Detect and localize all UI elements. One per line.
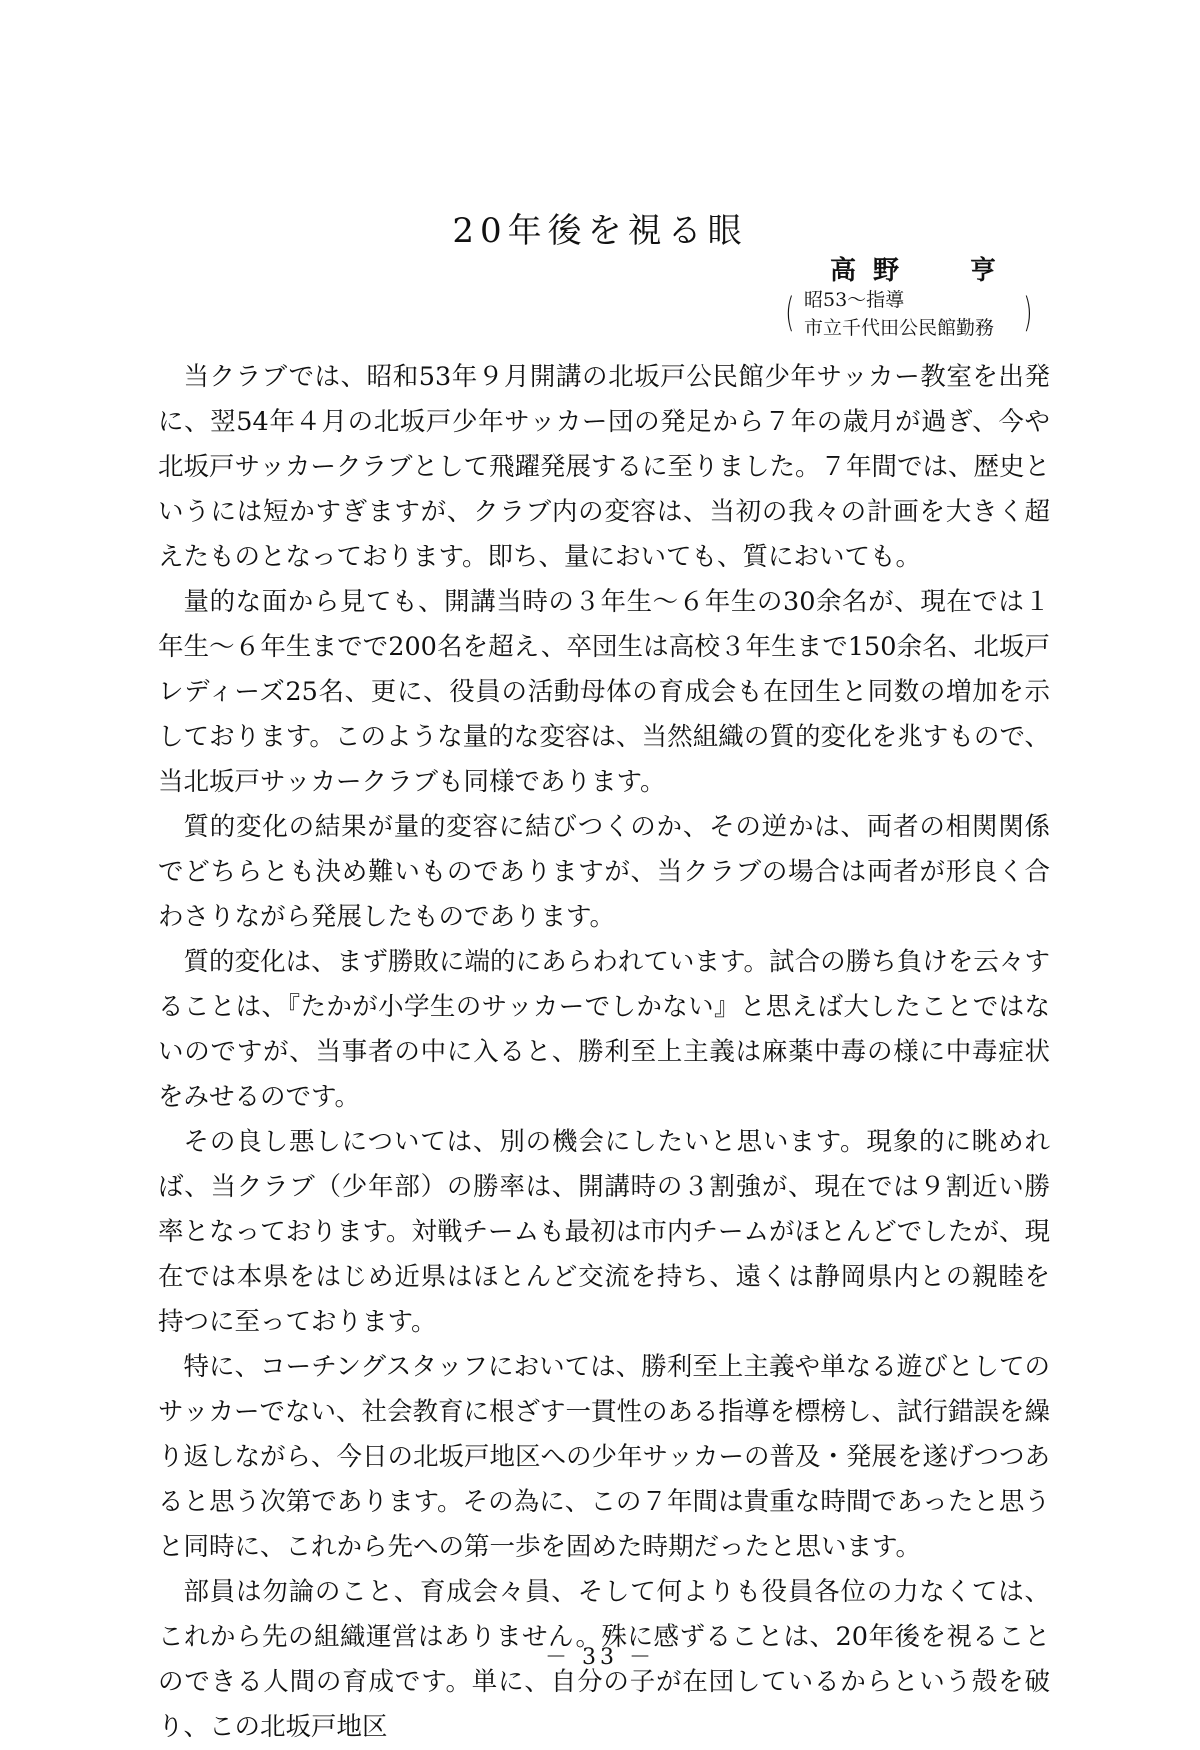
paragraph: 質的変化の結果が量的変容に結びつくのか、その逆かは、両者の相関関係でどちらとも決め難いものでありますが、当クラブの場合は両者が形良く合わさりながら発展したものであります。 — [158, 812, 1050, 932]
article-body — [158, 355, 1050, 1750]
page-number: － 33 － — [545, 1645, 655, 1670]
paragraph: 量的な面から見ても、開講当時の３年生～６年生の30余名が、現在では１年生～６年生までで200名を超え、卒団生は高校３年生まで150余名、北坂戸レディーズ25名、更に、役員の活動母体の育成会も在団生と同数の増加を示しております。このような量的な変容は、当然組織の質的変化を兆すもので、当北坂戸サッカークラブも同様であります。 — [158, 587, 1050, 797]
paragraph: 特に、コーチングスタッフにおいては、勝利至上主義や単なる遊びとしてのサッカーでない、社会教育に根ざす一貫性のある指導を標榜し、試行錯誤を繰り返しながら、今日の北坂戸地区への少年サッカーの普及・発展を遂げつつあると思う次第であります。その為に、この７年間は貴重な時間であったと思うと同時に、これから先への第一歩を固めた時期だったと思います。 — [158, 1352, 1050, 1562]
article-title: 20年後を視る眼 — [452, 210, 748, 251]
author-note-paren-right: ) — [1023, 290, 1033, 336]
author-note-paren-left: ( — [785, 290, 795, 336]
author-name — [830, 250, 1010, 287]
author-note-line-1: 昭53～指導 — [804, 289, 905, 311]
author-given-name: 亨 — [970, 256, 1001, 286]
paragraph: 質的変化は、まず勝敗に端的にあらわれています。試合の勝ち負けを云々することは、『たかが小学生のサッカーでしかない』と思えば大したことではないのですが、当事者の中に入ると、勝利至上主義は麻薬中毒の様に中毒症状をみせるのです。 — [158, 947, 1050, 1112]
author-note-line-2: 市立千代田公民館勤務 — [804, 317, 995, 339]
paragraph: 当クラブでは、昭和53年９月開講の北坂戸公民館少年サッカー教室を出発に、翌54年４月の北坂戸少年サッカー団の発足から７年の歳月が過ぎ、今や北坂戸サッカークラブとして飛躍発展するに至りました。７年間では、歴史というには短かすぎますが、クラブ内の変容は、当初の我々の計画を大きく超えたものとなっております。即ち、量においても、質においても。 — [158, 362, 1050, 572]
author-family-name: 高 野 — [830, 256, 904, 286]
paragraph: 部員は勿論のこと、育成会々員、そして何よりも役員各位の力なくては、これから先の組織運営はありません。殊に感ずることは、20年後を視ることのできる人間の育成です。単に、自分の子が在団しているからという殻を破り、この北坂戸地区 — [158, 1577, 1050, 1742]
paragraph: その良し悪しについては、別の機会にしたいと思います。現象的に眺めれば、当クラブ（少年部）の勝率は、開講時の３割強が、現在では９割近い勝率となっております。対戦チームも最初は市内チームがほとんどでしたが、現在では本県をはじめ近県はほとんど交流を持ち、遠くは静岡県内との親睦を持つに至っております。 — [158, 1127, 1050, 1337]
author-note — [785, 286, 1040, 342]
